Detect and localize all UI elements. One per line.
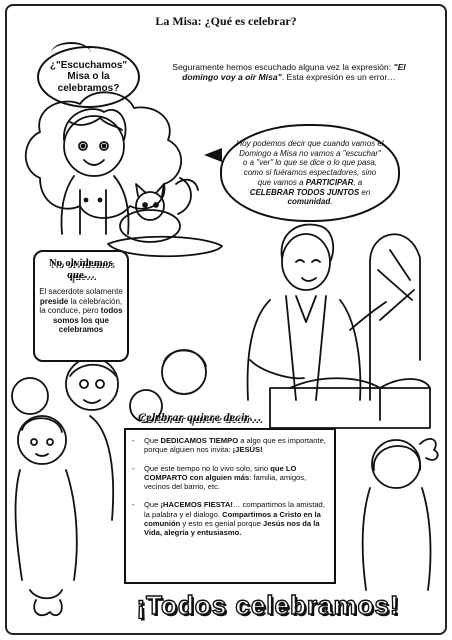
- speech-bubble-tail: [204, 148, 222, 162]
- celebrar-list-box: [124, 428, 336, 584]
- celebrar-heading: Celebrar quiere decir…: [138, 410, 262, 424]
- olvidemos-part-1: El sacerdote solamente: [39, 287, 123, 297]
- item-1-part-2: a algo que es importante, porque alguien nos invita:: [144, 436, 326, 455]
- list-dash: -: [132, 463, 135, 473]
- church-window: [370, 234, 420, 400]
- item-1-part-1: Que: [144, 436, 161, 445]
- list-dash: -: [132, 500, 135, 510]
- question-thought-bubble: [37, 46, 140, 108]
- today-part-1: Hoy podemos decir que cuando vamos el Domingo a Misa no vamos a "escuchar" o a "ver" lo que se dice o lo que pasa, como si fuéramos espectadores, sino que vamos a: [236, 138, 384, 187]
- today-part-4: .: [330, 197, 333, 207]
- altar-book: [270, 378, 430, 428]
- no-olvidemos-text: [39, 287, 123, 335]
- item-2-part-1: Que este tiempo no lo vivo solo, sino: [144, 463, 271, 473]
- cat-figure: [120, 178, 198, 242]
- list-item: [132, 500, 328, 537]
- today-bold-1: PARTICIPAR: [305, 177, 354, 187]
- today-part-2: , a: [353, 177, 363, 187]
- today-speech-bubble: [220, 124, 400, 222]
- olvidemos-title-line-1: No olvidemos: [49, 258, 113, 269]
- intro-part-1: Seguramente hemos escuchado alguna vez la expresión:: [172, 62, 394, 72]
- item-2-bold-1: que LO COMPARTO con alguien más: [144, 463, 297, 482]
- no-olvidemos-box: [33, 250, 129, 362]
- item-3-part-2: … compartimos la amistad, la palabra y el dialogo.: [144, 500, 325, 519]
- question-line-2: Misa o la: [67, 71, 110, 83]
- list-item-text: [144, 436, 328, 455]
- question-line-3: celebramos?: [57, 82, 120, 94]
- olvidemos-part-2: la celebración, la conduce, pero: [39, 296, 123, 316]
- no-olvidemos-title: [39, 258, 123, 281]
- today-bold-3: comunidad: [287, 197, 331, 207]
- question-line-1: ¿"Escuchamos": [49, 60, 128, 72]
- intro-emphasis: "El domingo voy a oír Misa": [182, 62, 406, 83]
- olvidemos-bold-2: todos somos los que celebramos: [52, 306, 123, 335]
- priest-figure: [248, 224, 386, 400]
- list-item-text: [144, 500, 328, 537]
- item-2-part-2: : familia, amigos, vecinos del barrio, etc.: [144, 472, 307, 491]
- item-1-bold-1: DEDICAMOS TIEMPO: [160, 436, 239, 445]
- olvidemos-bold-1: preside: [39, 296, 69, 306]
- item-3-bold-3: Jesús nos da la Vida, alegría y entusiasmo.: [144, 518, 320, 537]
- item-1-bold-2: ¡JESÚS!: [232, 445, 263, 455]
- list-item-text: [144, 464, 328, 492]
- list-item: [132, 436, 328, 455]
- girl-back-figure: [363, 439, 438, 590]
- intro-part-2: . Esta expresión es un error…: [281, 72, 396, 83]
- intro-paragraph: [170, 62, 408, 83]
- item-3-bold-1: ¡HACEMOS FIESTA!: [160, 500, 233, 510]
- todos-celebramos-banner: ¡Todos celebramos!: [136, 590, 400, 620]
- list-dash: -: [132, 436, 135, 445]
- page-title: La Misa: ¿Qué es celebrar?: [155, 14, 297, 28]
- list-item: [132, 464, 328, 492]
- today-bold-2: CELEBRAR TODOS JUNTOS: [249, 187, 360, 197]
- item-3-part-1: Que: [144, 500, 161, 510]
- today-part-3: en: [359, 187, 371, 197]
- olvidemos-title-line-2: que…: [66, 269, 96, 281]
- item-3-bold-2: Compartimos a Cristo en la comunión: [144, 509, 321, 528]
- item-3-part-3: y esto es genial porque: [180, 518, 264, 528]
